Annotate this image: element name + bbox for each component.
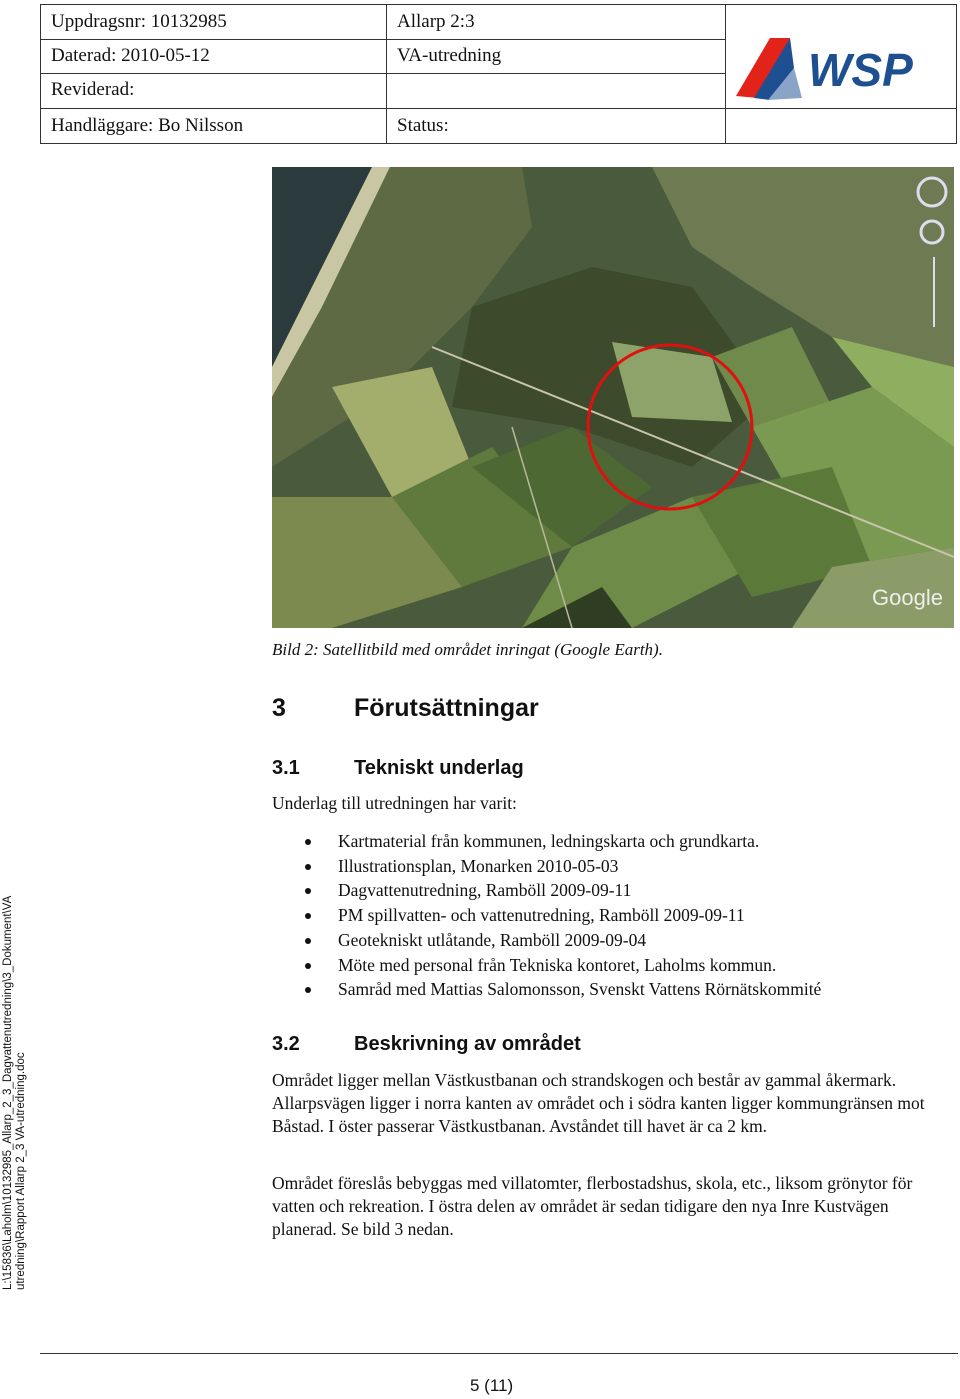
- file-path-line-1: L:\15836\Laholm\10132985_Allarp_2_3_Dagvattenutredning\3_Dokument\VA: [2, 895, 14, 1290]
- list-item: PM spillvatten- och vattenutredning, Ramböll 2009-09-11: [305, 903, 821, 928]
- section-3-2-number: 3.2: [272, 1033, 300, 1055]
- section-3-2-paragraph-2: Området föreslås bebyggas med villatomter, flerbostadshus, skola, etc., liksom grönytor för vatten och rekreation. I östra delen av området är sedan tidigare den nya Inre Kustvägen planerad. Se bild 3 nedan.: [272, 1173, 913, 1239]
- footer-divider: [40, 1353, 958, 1354]
- list-item: Geotekniskt utlåtande, Ramböll 2009-09-04: [305, 928, 821, 953]
- section-3-1-number: 3.1: [272, 757, 300, 779]
- logo-wordmark: WSP: [808, 44, 913, 96]
- document-type: VA-utredning: [397, 45, 502, 66]
- handler: Handläggare: Bo Nilsson: [51, 115, 244, 136]
- section-3-1-title: Tekniskt underlag: [354, 757, 524, 779]
- section-3-1-heading: [272, 757, 524, 780]
- list-item: Kartmaterial från kommunen, ledningskarta och grundkarta.: [305, 829, 821, 854]
- wsp-logo: [730, 28, 930, 108]
- project-name: Allarp 2:3: [397, 11, 475, 32]
- assignment-number: Uppdragsnr: 10132985: [51, 11, 227, 32]
- bullet-icon: [305, 888, 311, 894]
- section-3-1-intro: Underlag till utredningen har varit:: [272, 793, 517, 813]
- file-path-line-2: utredning\Rapport Allarp 2_3 VA-utredning.doc: [15, 1052, 27, 1290]
- google-watermark: Google: [872, 585, 943, 610]
- file-path-margin: [2, 890, 28, 1290]
- status: Status:: [397, 115, 449, 136]
- header-row-line-2: [41, 73, 725, 74]
- list-item: Möte med personal från Tekniska kontoret, Laholms kommun.: [305, 953, 821, 978]
- section-3-heading: [272, 694, 539, 723]
- section-3-title: Förutsättningar: [354, 694, 539, 722]
- satellite-image: [272, 167, 954, 628]
- list-item: Samråd med Mattias Salomonsson, Svenskt Vattens Rörnätskommité: [305, 977, 821, 1002]
- section-3-2-heading: [272, 1033, 581, 1056]
- revised: Reviderad:: [51, 79, 135, 100]
- header-divider-2: [725, 5, 726, 143]
- source-list: [305, 829, 821, 1002]
- list-item: Illustrationsplan, Monarken 2010-05-03: [305, 854, 821, 879]
- list-item: Dagvattenutredning, Ramböll 2009-09-11: [305, 878, 821, 903]
- bullet-icon: [305, 913, 311, 919]
- section-3-2-paragraph-1: Området ligger mellan Västkustbanan och strandskogen och består av gammal åkermark. Allarpsvägen ligger i norra kanten av området och i södra kanten ligger kommungränsen mot Båstad. I öster passerar Västkustbanan. Avståndet till havet är ca 2 km.: [272, 1070, 925, 1136]
- page-number: 5 (11): [470, 1376, 514, 1395]
- figure-caption: Bild 2: Satellitbild med området inringat (Google Earth).: [272, 640, 663, 659]
- section-3-number: 3: [272, 694, 286, 722]
- section-3-2-title: Beskrivning av området: [354, 1033, 581, 1055]
- bullet-icon: [305, 963, 311, 969]
- bullet-icon: [305, 864, 311, 870]
- date: Daterad: 2010-05-12: [51, 45, 210, 66]
- bullet-icon: [305, 938, 311, 944]
- bullet-icon: [305, 987, 311, 993]
- bullet-icon: [305, 839, 311, 845]
